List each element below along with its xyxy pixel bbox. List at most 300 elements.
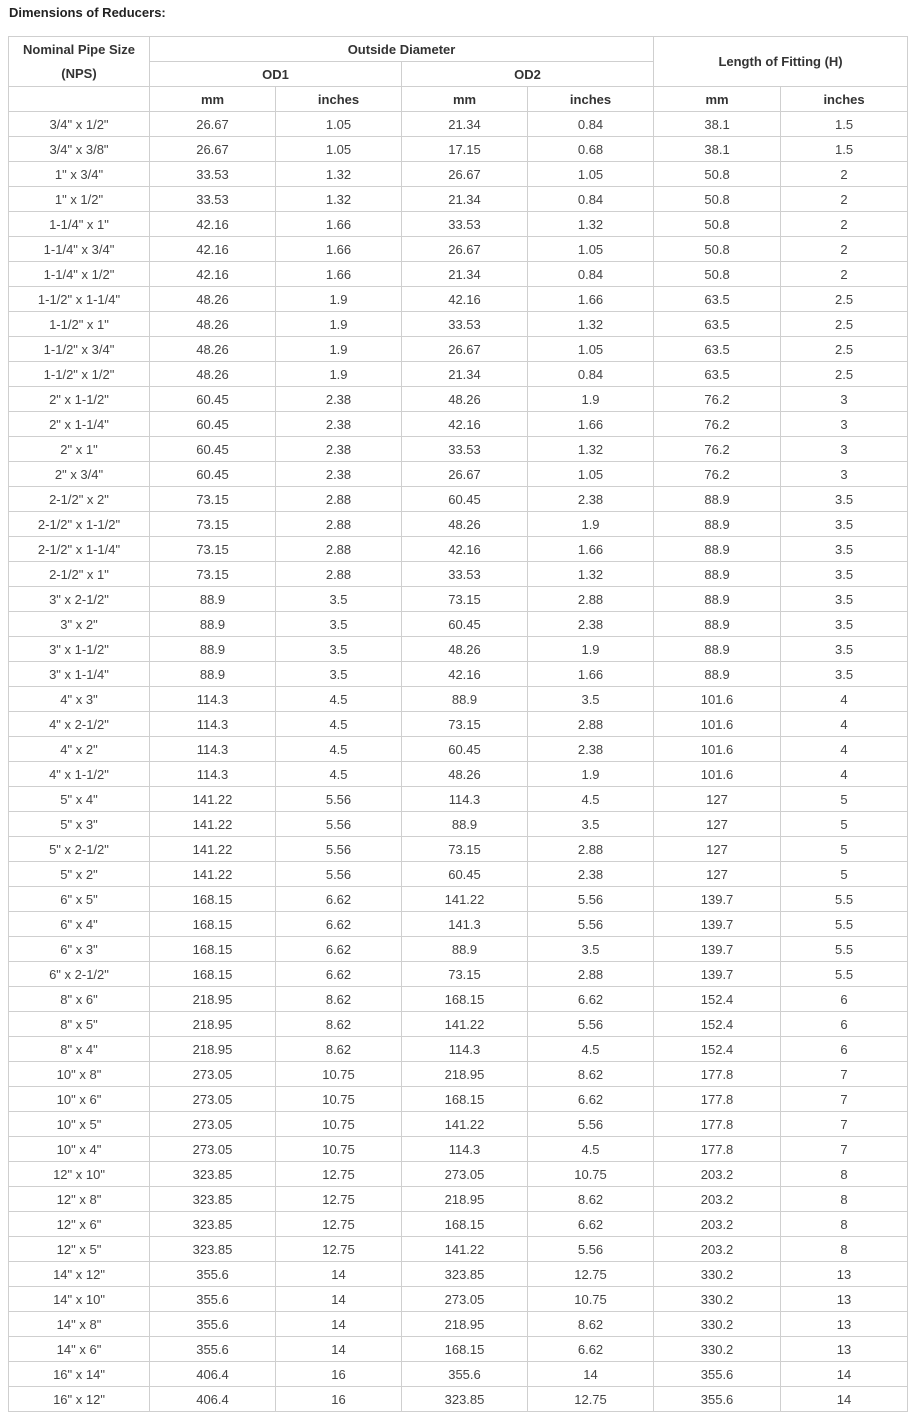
od2-inches-cell: 1.05 bbox=[528, 237, 654, 262]
table-row bbox=[9, 1287, 908, 1312]
nps-cell: 5" x 3" bbox=[9, 812, 150, 837]
od2-inches-cell: 4.5 bbox=[528, 1037, 654, 1062]
od2-inches-cell: 0.84 bbox=[528, 112, 654, 137]
table-row bbox=[9, 662, 908, 687]
length-mm-cell: 139.7 bbox=[654, 912, 781, 937]
od2-mm-cell: 21.34 bbox=[402, 187, 528, 212]
od2-mm-cell: 355.6 bbox=[402, 1362, 528, 1387]
length-inches-cell: 5 bbox=[781, 862, 908, 887]
od2-mm-cell: 21.34 bbox=[402, 112, 528, 137]
length-inches-cell: 1.5 bbox=[781, 137, 908, 162]
length-mm-header: mm bbox=[654, 87, 781, 112]
table-row bbox=[9, 1237, 908, 1262]
od1-mm-cell: 168.15 bbox=[150, 912, 276, 937]
length-mm-cell: 88.9 bbox=[654, 537, 781, 562]
od2-mm-cell: 48.26 bbox=[402, 512, 528, 537]
od2-mm-cell: 168.15 bbox=[402, 1087, 528, 1112]
length-mm-cell: 152.4 bbox=[654, 1012, 781, 1037]
table-row bbox=[9, 912, 908, 937]
od2-inches-cell: 5.56 bbox=[528, 912, 654, 937]
od1-mm-cell: 218.95 bbox=[150, 1037, 276, 1062]
od1-inches-cell: 1.66 bbox=[276, 262, 402, 287]
length-inches-cell: 5 bbox=[781, 812, 908, 837]
od2-inches-cell: 2.38 bbox=[528, 612, 654, 637]
od2-inches-cell: 1.32 bbox=[528, 212, 654, 237]
nps-header-line1: Nominal Pipe Size bbox=[23, 41, 135, 57]
length-inches-cell: 5 bbox=[781, 837, 908, 862]
length-inches-cell: 3.5 bbox=[781, 662, 908, 687]
nps-cell: 6" x 2-1/2" bbox=[9, 962, 150, 987]
length-mm-cell: 355.6 bbox=[654, 1362, 781, 1387]
od2-mm-cell: 141.22 bbox=[402, 1112, 528, 1137]
table-header bbox=[9, 37, 908, 112]
od1-inches-cell: 5.56 bbox=[276, 787, 402, 812]
od1-inches-cell: 6.62 bbox=[276, 937, 402, 962]
nps-cell: 2-1/2" x 2" bbox=[9, 487, 150, 512]
od2-mm-cell: 48.26 bbox=[402, 387, 528, 412]
od2-inches-header: inches bbox=[528, 87, 654, 112]
od1-inches-cell: 12.75 bbox=[276, 1187, 402, 1212]
od2-mm-cell: 60.45 bbox=[402, 862, 528, 887]
nps-cell: 12" x 5" bbox=[9, 1237, 150, 1262]
length-mm-cell: 38.1 bbox=[654, 137, 781, 162]
nps-cell: 5" x 2" bbox=[9, 862, 150, 887]
od1-inches-cell: 2.38 bbox=[276, 437, 402, 462]
nps-cell: 4" x 1-1/2" bbox=[9, 762, 150, 787]
nps-cell: 12" x 8" bbox=[9, 1187, 150, 1212]
od1-inches-cell: 4.5 bbox=[276, 712, 402, 737]
length-mm-cell: 88.9 bbox=[654, 512, 781, 537]
table-row bbox=[9, 387, 908, 412]
od2-inches-cell: 10.75 bbox=[528, 1162, 654, 1187]
od1-inches-cell: 12.75 bbox=[276, 1237, 402, 1262]
od1-inches-cell: 14 bbox=[276, 1287, 402, 1312]
length-mm-cell: 76.2 bbox=[654, 437, 781, 462]
od2-inches-cell: 2.38 bbox=[528, 737, 654, 762]
od2-inches-cell: 0.84 bbox=[528, 362, 654, 387]
od2-mm-cell: 168.15 bbox=[402, 1337, 528, 1362]
length-mm-cell: 330.2 bbox=[654, 1262, 781, 1287]
od2-inches-cell: 1.66 bbox=[528, 287, 654, 312]
od1-inches-cell: 1.05 bbox=[276, 137, 402, 162]
length-inches-cell: 3.5 bbox=[781, 562, 908, 587]
length-inches-cell: 3.5 bbox=[781, 487, 908, 512]
od2-inches-cell: 1.9 bbox=[528, 762, 654, 787]
od1-inches-cell: 14 bbox=[276, 1337, 402, 1362]
length-inches-cell: 14 bbox=[781, 1362, 908, 1387]
od1-mm-cell: 42.16 bbox=[150, 212, 276, 237]
table-row bbox=[9, 987, 908, 1012]
od1-mm-cell: 60.45 bbox=[150, 437, 276, 462]
table-row bbox=[9, 1037, 908, 1062]
table-row bbox=[9, 337, 908, 362]
table-row bbox=[9, 537, 908, 562]
od1-inches-cell: 1.32 bbox=[276, 162, 402, 187]
od2-inches-cell: 14 bbox=[528, 1362, 654, 1387]
length-inches-cell: 6 bbox=[781, 1012, 908, 1037]
length-inches-cell: 13 bbox=[781, 1337, 908, 1362]
od2-mm-cell: 218.95 bbox=[402, 1187, 528, 1212]
od1-inches-cell: 1.32 bbox=[276, 187, 402, 212]
od2-mm-cell: 323.85 bbox=[402, 1262, 528, 1287]
od1-mm-header: mm bbox=[150, 87, 276, 112]
length-mm-cell: 76.2 bbox=[654, 462, 781, 487]
length-mm-cell: 76.2 bbox=[654, 412, 781, 437]
length-mm-cell: 355.6 bbox=[654, 1387, 781, 1412]
length-inches-cell: 3 bbox=[781, 437, 908, 462]
od1-inches-cell: 2.88 bbox=[276, 537, 402, 562]
od1-mm-cell: 355.6 bbox=[150, 1287, 276, 1312]
nps-cell: 14" x 12" bbox=[9, 1262, 150, 1287]
nps-cell: 16" x 12" bbox=[9, 1387, 150, 1412]
table-row bbox=[9, 512, 908, 537]
nps-cell: 6" x 5" bbox=[9, 887, 150, 912]
table-row bbox=[9, 812, 908, 837]
length-mm-cell: 127 bbox=[654, 837, 781, 862]
od2-mm-cell: 141.3 bbox=[402, 912, 528, 937]
od1-mm-cell: 114.3 bbox=[150, 712, 276, 737]
od2-mm-cell: 60.45 bbox=[402, 737, 528, 762]
table-row bbox=[9, 1337, 908, 1362]
length-inches-cell: 5.5 bbox=[781, 937, 908, 962]
length-mm-cell: 101.6 bbox=[654, 762, 781, 787]
od2-mm-cell: 141.22 bbox=[402, 1237, 528, 1262]
od2-inches-cell: 0.84 bbox=[528, 262, 654, 287]
length-inches-cell: 8 bbox=[781, 1187, 908, 1212]
length-mm-cell: 177.8 bbox=[654, 1137, 781, 1162]
od1-inches-cell: 8.62 bbox=[276, 1012, 402, 1037]
od1-mm-cell: 406.4 bbox=[150, 1387, 276, 1412]
od2-mm-cell: 33.53 bbox=[402, 312, 528, 337]
od2-mm-cell: 141.22 bbox=[402, 887, 528, 912]
length-inches-cell: 8 bbox=[781, 1212, 908, 1237]
od1-inches-cell: 3.5 bbox=[276, 612, 402, 637]
od2-inches-cell: 1.05 bbox=[528, 337, 654, 362]
table-row bbox=[9, 862, 908, 887]
nps-cell: 5" x 4" bbox=[9, 787, 150, 812]
od1-mm-cell: 141.22 bbox=[150, 862, 276, 887]
table-row bbox=[9, 887, 908, 912]
od1-inches-cell: 1.9 bbox=[276, 362, 402, 387]
od1-inches-cell: 14 bbox=[276, 1262, 402, 1287]
length-inches-cell: 8 bbox=[781, 1162, 908, 1187]
od2-inches-cell: 1.05 bbox=[528, 162, 654, 187]
od2-inches-cell: 1.9 bbox=[528, 387, 654, 412]
od2-mm-cell: 73.15 bbox=[402, 587, 528, 612]
nps-cell: 2" x 1-1/2" bbox=[9, 387, 150, 412]
od2-mm-cell: 33.53 bbox=[402, 562, 528, 587]
od1-mm-cell: 42.16 bbox=[150, 262, 276, 287]
length-inches-cell: 2 bbox=[781, 237, 908, 262]
od2-mm-cell: 88.9 bbox=[402, 937, 528, 962]
od2-inches-cell: 2.88 bbox=[528, 587, 654, 612]
nps-cell: 5" x 2-1/2" bbox=[9, 837, 150, 862]
nps-cell: 3" x 2" bbox=[9, 612, 150, 637]
od2-mm-cell: 26.67 bbox=[402, 162, 528, 187]
od1-mm-cell: 88.9 bbox=[150, 662, 276, 687]
table-row bbox=[9, 687, 908, 712]
nps-header-line2: (NPS) bbox=[61, 65, 97, 81]
od1-mm-cell: 168.15 bbox=[150, 937, 276, 962]
od2-inches-cell: 6.62 bbox=[528, 1337, 654, 1362]
od1-mm-cell: 273.05 bbox=[150, 1137, 276, 1162]
table-row bbox=[9, 937, 908, 962]
nps-cell: 1-1/4" x 1/2" bbox=[9, 262, 150, 287]
length-mm-cell: 50.8 bbox=[654, 262, 781, 287]
length-inches-cell: 7 bbox=[781, 1087, 908, 1112]
od2-inches-cell: 6.62 bbox=[528, 987, 654, 1012]
od1-mm-cell: 48.26 bbox=[150, 337, 276, 362]
od1-inches-cell: 1.9 bbox=[276, 337, 402, 362]
length-mm-cell: 101.6 bbox=[654, 712, 781, 737]
od1-mm-cell: 33.53 bbox=[150, 187, 276, 212]
length-inches-cell: 3.5 bbox=[781, 512, 908, 537]
nps-cell: 3" x 2-1/2" bbox=[9, 587, 150, 612]
od1-mm-cell: 168.15 bbox=[150, 962, 276, 987]
od2-mm-cell: 60.45 bbox=[402, 612, 528, 637]
length-mm-cell: 38.1 bbox=[654, 112, 781, 137]
od2-inches-cell: 2.88 bbox=[528, 962, 654, 987]
table-row bbox=[9, 962, 908, 987]
nps-cell: 6" x 3" bbox=[9, 937, 150, 962]
od2-mm-cell: 42.16 bbox=[402, 662, 528, 687]
table-row bbox=[9, 787, 908, 812]
od1-mm-cell: 60.45 bbox=[150, 412, 276, 437]
od2-inches-cell: 1.05 bbox=[528, 462, 654, 487]
length-inches-cell: 3 bbox=[781, 412, 908, 437]
length-inches-cell: 5.5 bbox=[781, 887, 908, 912]
length-mm-cell: 101.6 bbox=[654, 687, 781, 712]
od1-inches-cell: 6.62 bbox=[276, 912, 402, 937]
nps-cell: 10" x 5" bbox=[9, 1112, 150, 1137]
length-inches-cell: 5.5 bbox=[781, 912, 908, 937]
od2-inches-cell: 1.32 bbox=[528, 312, 654, 337]
length-mm-cell: 152.4 bbox=[654, 1037, 781, 1062]
od2-inches-cell: 1.9 bbox=[528, 512, 654, 537]
od2-mm-cell: 218.95 bbox=[402, 1062, 528, 1087]
table-row bbox=[9, 487, 908, 512]
od2-inches-cell: 2.38 bbox=[528, 862, 654, 887]
od1-inches-cell: 1.66 bbox=[276, 212, 402, 237]
od1-inches-cell: 12.75 bbox=[276, 1162, 402, 1187]
od1-mm-cell: 273.05 bbox=[150, 1112, 276, 1137]
table-row bbox=[9, 1362, 908, 1387]
od2-mm-cell: 26.67 bbox=[402, 337, 528, 362]
od1-mm-cell: 48.26 bbox=[150, 362, 276, 387]
od1-mm-cell: 42.16 bbox=[150, 237, 276, 262]
length-mm-cell: 88.9 bbox=[654, 587, 781, 612]
od2-inches-cell: 5.56 bbox=[528, 887, 654, 912]
od1-mm-cell: 218.95 bbox=[150, 1012, 276, 1037]
od1-mm-cell: 168.15 bbox=[150, 887, 276, 912]
od1-inches-cell: 16 bbox=[276, 1387, 402, 1412]
length-inches-cell: 6 bbox=[781, 1037, 908, 1062]
nps-cell: 1" x 3/4" bbox=[9, 162, 150, 187]
od2-mm-cell: 48.26 bbox=[402, 637, 528, 662]
nps-cell: 14" x 8" bbox=[9, 1312, 150, 1337]
od1-inches-cell: 10.75 bbox=[276, 1112, 402, 1137]
length-mm-cell: 63.5 bbox=[654, 337, 781, 362]
od1-inches-cell: 4.5 bbox=[276, 687, 402, 712]
od1-mm-cell: 273.05 bbox=[150, 1062, 276, 1087]
od2-mm-cell: 114.3 bbox=[402, 1037, 528, 1062]
od1-inches-cell: 4.5 bbox=[276, 737, 402, 762]
length-inches-cell: 4 bbox=[781, 762, 908, 787]
table-row bbox=[9, 837, 908, 862]
nps-cell: 3/4" x 3/8" bbox=[9, 137, 150, 162]
nps-cell: 8" x 6" bbox=[9, 987, 150, 1012]
table-row bbox=[9, 262, 908, 287]
length-mm-cell: 330.2 bbox=[654, 1312, 781, 1337]
od2-mm-cell: 114.3 bbox=[402, 787, 528, 812]
od1-inches-cell: 8.62 bbox=[276, 1037, 402, 1062]
nps-cell: 1-1/2" x 1" bbox=[9, 312, 150, 337]
nps-cell: 1-1/2" x 3/4" bbox=[9, 337, 150, 362]
nps-cell: 14" x 10" bbox=[9, 1287, 150, 1312]
od1-inches-cell: 1.9 bbox=[276, 287, 402, 312]
length-mm-cell: 330.2 bbox=[654, 1287, 781, 1312]
length-mm-cell: 152.4 bbox=[654, 987, 781, 1012]
od1-mm-cell: 114.3 bbox=[150, 687, 276, 712]
od1-inches-cell: 3.5 bbox=[276, 662, 402, 687]
od1-mm-cell: 141.22 bbox=[150, 837, 276, 862]
od1-mm-cell: 88.9 bbox=[150, 637, 276, 662]
table-row bbox=[9, 1062, 908, 1087]
od2-inches-cell: 10.75 bbox=[528, 1287, 654, 1312]
nps-cell: 8" x 4" bbox=[9, 1037, 150, 1062]
od1-inches-cell: 5.56 bbox=[276, 837, 402, 862]
od1-mm-cell: 48.26 bbox=[150, 312, 276, 337]
length-mm-cell: 139.7 bbox=[654, 962, 781, 987]
length-mm-cell: 50.8 bbox=[654, 162, 781, 187]
length-inches-cell: 2.5 bbox=[781, 312, 908, 337]
od1-header: OD1 bbox=[150, 62, 402, 87]
od1-inches-cell: 10.75 bbox=[276, 1087, 402, 1112]
table-row bbox=[9, 137, 908, 162]
od1-mm-cell: 323.85 bbox=[150, 1237, 276, 1262]
table-row bbox=[9, 737, 908, 762]
length-inches-cell: 1.5 bbox=[781, 112, 908, 137]
od2-inches-cell: 1.66 bbox=[528, 537, 654, 562]
od1-inches-cell: 5.56 bbox=[276, 812, 402, 837]
od1-mm-cell: 114.3 bbox=[150, 737, 276, 762]
od1-mm-cell: 141.22 bbox=[150, 812, 276, 837]
od2-inches-cell: 5.56 bbox=[528, 1237, 654, 1262]
nps-cell: 16" x 14" bbox=[9, 1362, 150, 1387]
length-inches-cell: 4 bbox=[781, 687, 908, 712]
length-mm-cell: 63.5 bbox=[654, 312, 781, 337]
od2-mm-cell: 273.05 bbox=[402, 1162, 528, 1187]
nps-cell: 3/4" x 1/2" bbox=[9, 112, 150, 137]
od2-inches-cell: 4.5 bbox=[528, 787, 654, 812]
od2-inches-cell: 1.32 bbox=[528, 562, 654, 587]
od2-inches-cell: 8.62 bbox=[528, 1062, 654, 1087]
table-row bbox=[9, 187, 908, 212]
od1-inches-cell: 2.38 bbox=[276, 412, 402, 437]
nps-cell: 4" x 2-1/2" bbox=[9, 712, 150, 737]
length-inches-cell: 5.5 bbox=[781, 962, 908, 987]
length-of-fitting-header: Length of Fitting (H) bbox=[654, 37, 908, 87]
nps-header bbox=[9, 37, 150, 87]
od2-inches-cell: 1.9 bbox=[528, 637, 654, 662]
table-row bbox=[9, 312, 908, 337]
od1-mm-cell: 406.4 bbox=[150, 1362, 276, 1387]
od2-mm-cell: 26.67 bbox=[402, 462, 528, 487]
table-row bbox=[9, 362, 908, 387]
table-row bbox=[9, 1387, 908, 1412]
length-mm-cell: 203.2 bbox=[654, 1187, 781, 1212]
od2-inches-cell: 2.88 bbox=[528, 712, 654, 737]
nps-cell: 2-1/2" x 1-1/2" bbox=[9, 512, 150, 537]
od2-mm-cell: 42.16 bbox=[402, 287, 528, 312]
od2-inches-cell: 8.62 bbox=[528, 1312, 654, 1337]
length-mm-cell: 127 bbox=[654, 862, 781, 887]
od1-inches-cell: 4.5 bbox=[276, 762, 402, 787]
od1-inches-cell: 8.62 bbox=[276, 987, 402, 1012]
od2-inches-cell: 3.5 bbox=[528, 937, 654, 962]
length-mm-cell: 63.5 bbox=[654, 362, 781, 387]
od1-inches-cell: 14 bbox=[276, 1312, 402, 1337]
nps-unit-cell bbox=[9, 87, 150, 112]
table-row bbox=[9, 212, 908, 237]
table-row bbox=[9, 762, 908, 787]
od2-mm-cell: 168.15 bbox=[402, 987, 528, 1012]
table-row bbox=[9, 1137, 908, 1162]
od1-mm-cell: 355.6 bbox=[150, 1262, 276, 1287]
od1-mm-cell: 73.15 bbox=[150, 537, 276, 562]
length-mm-cell: 88.9 bbox=[654, 487, 781, 512]
table-row bbox=[9, 612, 908, 637]
nps-cell: 10" x 6" bbox=[9, 1087, 150, 1112]
od1-mm-cell: 88.9 bbox=[150, 612, 276, 637]
table-row bbox=[9, 637, 908, 662]
nps-cell: 1-1/2" x 1/2" bbox=[9, 362, 150, 387]
nps-cell: 14" x 6" bbox=[9, 1337, 150, 1362]
table-row bbox=[9, 462, 908, 487]
od1-inches-cell: 2.38 bbox=[276, 387, 402, 412]
od1-mm-cell: 218.95 bbox=[150, 987, 276, 1012]
length-mm-cell: 330.2 bbox=[654, 1337, 781, 1362]
od2-inches-cell: 1.66 bbox=[528, 412, 654, 437]
nps-cell: 10" x 4" bbox=[9, 1137, 150, 1162]
od2-inches-cell: 0.84 bbox=[528, 187, 654, 212]
od2-mm-cell: 273.05 bbox=[402, 1287, 528, 1312]
od2-header: OD2 bbox=[402, 62, 654, 87]
od1-mm-cell: 73.15 bbox=[150, 487, 276, 512]
od2-inches-cell: 4.5 bbox=[528, 1137, 654, 1162]
length-inches-cell: 13 bbox=[781, 1312, 908, 1337]
od2-mm-cell: 42.16 bbox=[402, 412, 528, 437]
od2-mm-cell: 21.34 bbox=[402, 262, 528, 287]
nps-cell: 12" x 10" bbox=[9, 1162, 150, 1187]
table-row bbox=[9, 237, 908, 262]
nps-cell: 12" x 6" bbox=[9, 1212, 150, 1237]
table-row bbox=[9, 1262, 908, 1287]
length-mm-cell: 177.8 bbox=[654, 1087, 781, 1112]
od1-inches-cell: 12.75 bbox=[276, 1212, 402, 1237]
length-inches-cell: 3.5 bbox=[781, 637, 908, 662]
length-inches-cell: 4 bbox=[781, 737, 908, 762]
table-row bbox=[9, 562, 908, 587]
length-mm-cell: 88.9 bbox=[654, 562, 781, 587]
length-mm-cell: 50.8 bbox=[654, 237, 781, 262]
od1-mm-cell: 48.26 bbox=[150, 287, 276, 312]
length-mm-cell: 139.7 bbox=[654, 887, 781, 912]
length-inches-cell: 7 bbox=[781, 1112, 908, 1137]
od1-inches-cell: 1.9 bbox=[276, 312, 402, 337]
od2-inches-cell: 3.5 bbox=[528, 687, 654, 712]
od2-mm-header: mm bbox=[402, 87, 528, 112]
